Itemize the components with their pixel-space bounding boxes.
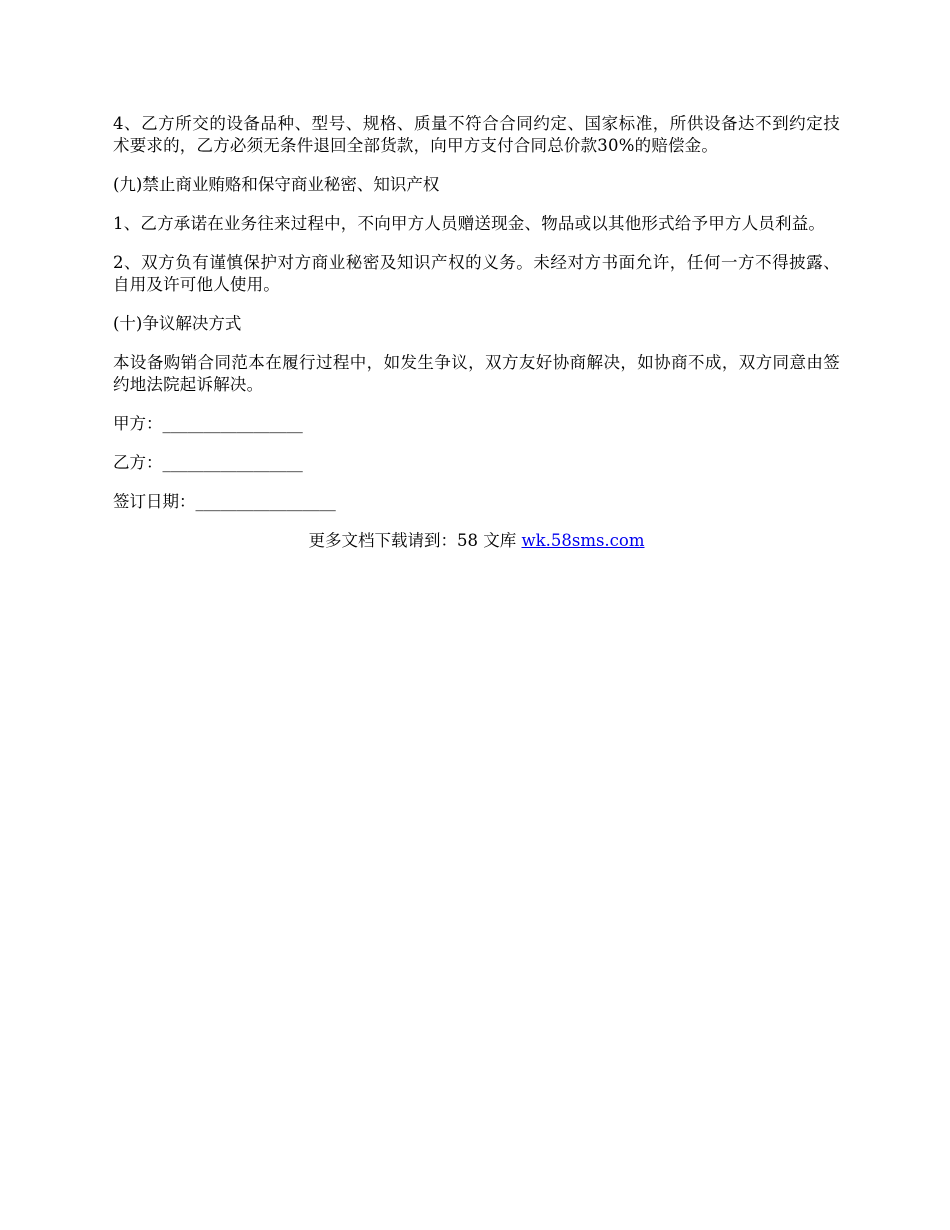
paragraph-dispute-resolution: 本设备购销合同范本在履行过程中，如发生争议，双方友好协商解决，如协商不成，双方同意由签约地法院起诉解决。 — [113, 353, 840, 394]
footer-link[interactable]: wk.58sms.com — [521, 531, 645, 550]
download-footer — [113, 530, 840, 552]
document-page — [113, 113, 840, 552]
section-heading-confidentiality: (九)禁止商业贿赂和保守商业秘密、知识产权 — [113, 175, 440, 194]
paragraph-no-bribery: 1、乙方承诺在业务往来过程中，不向甲方人员赠送现金、物品或以其他形式给予甲方人员利益。 — [113, 214, 826, 233]
section-heading-dispute-resolution: (十)争议解决方式 — [113, 314, 242, 333]
paragraph-supplier-liability: 4、乙方所交的设备品种、型号、规格、质量不符合合同约定、国家标准，所供设备达不到约定技术要求的，乙方必须无条件退回全部货款，向甲方支付合同总价款30%的赔偿金。 — [113, 114, 840, 155]
signature-date: 签订日期：_________________ — [113, 492, 336, 511]
signature-party-b: 乙方：_________________ — [113, 453, 303, 472]
signature-party-a: 甲方：_________________ — [113, 414, 303, 433]
paragraph-trade-secrets: 2、双方负有谨慎保护对方商业秘密及知识产权的义务。未经对方书面允许，任何一方不得披露、自用及许可他人使用。 — [113, 253, 840, 294]
footer-text: 更多文档下载请到：58 文库 — [308, 531, 522, 550]
